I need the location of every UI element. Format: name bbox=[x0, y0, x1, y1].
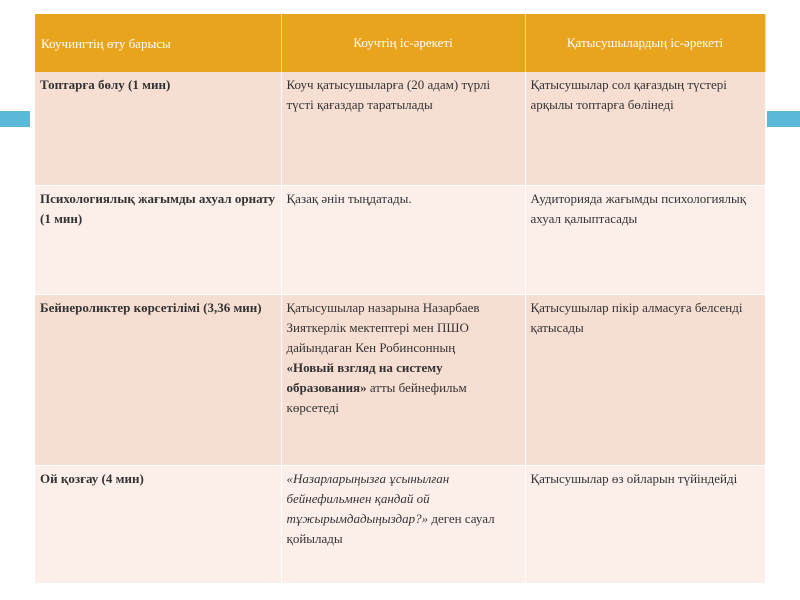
participant-action-cell: Қатысушылар сол қағаздың түстері арқылы топтарға бөлінеді bbox=[525, 72, 765, 185]
header-participant-action: Қатысушылардың іс-әрекеті bbox=[525, 14, 765, 72]
coach-action-text: Қатысушылар назарына Назарбаев Зияткерлік мектептері мен ПШО дайындаған Кен Робинсонның bbox=[286, 299, 480, 355]
coach-action-text-end: деген сауал қойылады bbox=[286, 510, 495, 546]
table-row bbox=[35, 72, 765, 185]
stage-cell: Топтарға бөлу (1 мин) bbox=[35, 72, 281, 185]
participant-action-cell: Қатысушылар пікір алмасуға белсенді қатысады bbox=[525, 294, 765, 465]
coaching-table bbox=[35, 14, 766, 584]
stage-cell: Психологиялық жағымды ахуал орнату (1 мин) bbox=[35, 185, 281, 294]
header-coach-action: Коучтің іс-әрекеті bbox=[281, 14, 525, 72]
coach-action-cell bbox=[281, 294, 525, 465]
table-row bbox=[35, 185, 765, 294]
coach-action-cell bbox=[281, 465, 525, 583]
video-title: «Новый взгляд на систему образования» bbox=[286, 359, 443, 395]
participant-action-cell: Қатысушылар өз ойларын түйіндейді bbox=[525, 465, 765, 583]
participant-action-cell: Аудиторияда жағымды психологиялық ахуал қалыптасады bbox=[525, 185, 765, 294]
table-row bbox=[35, 465, 765, 583]
table-row bbox=[35, 294, 765, 465]
coach-action-text-end: атты бейнефильм көрсетеді bbox=[286, 379, 467, 415]
right-accent-bar bbox=[767, 111, 800, 127]
stage-cell: Ой қозғау (4 мин) bbox=[35, 465, 281, 583]
coach-action-cell: Коуч қатысушыларға (20 адам) түрлі түсті қағаздар таратылады bbox=[281, 72, 525, 185]
coach-action-cell: Қазақ әнін тыңдатады. bbox=[281, 185, 525, 294]
left-accent-bar bbox=[0, 111, 30, 127]
header-stage: Коучингтің өту барысы bbox=[35, 14, 281, 72]
question-text: «Назарларыңызға ұсынылған бейнефильмнен қандай ой тұжырымдадыңыздар?» bbox=[286, 470, 450, 526]
stage-cell: Бейнероликтер көрсетілімі (3,36 мин) bbox=[35, 294, 281, 465]
header-row bbox=[35, 14, 765, 72]
